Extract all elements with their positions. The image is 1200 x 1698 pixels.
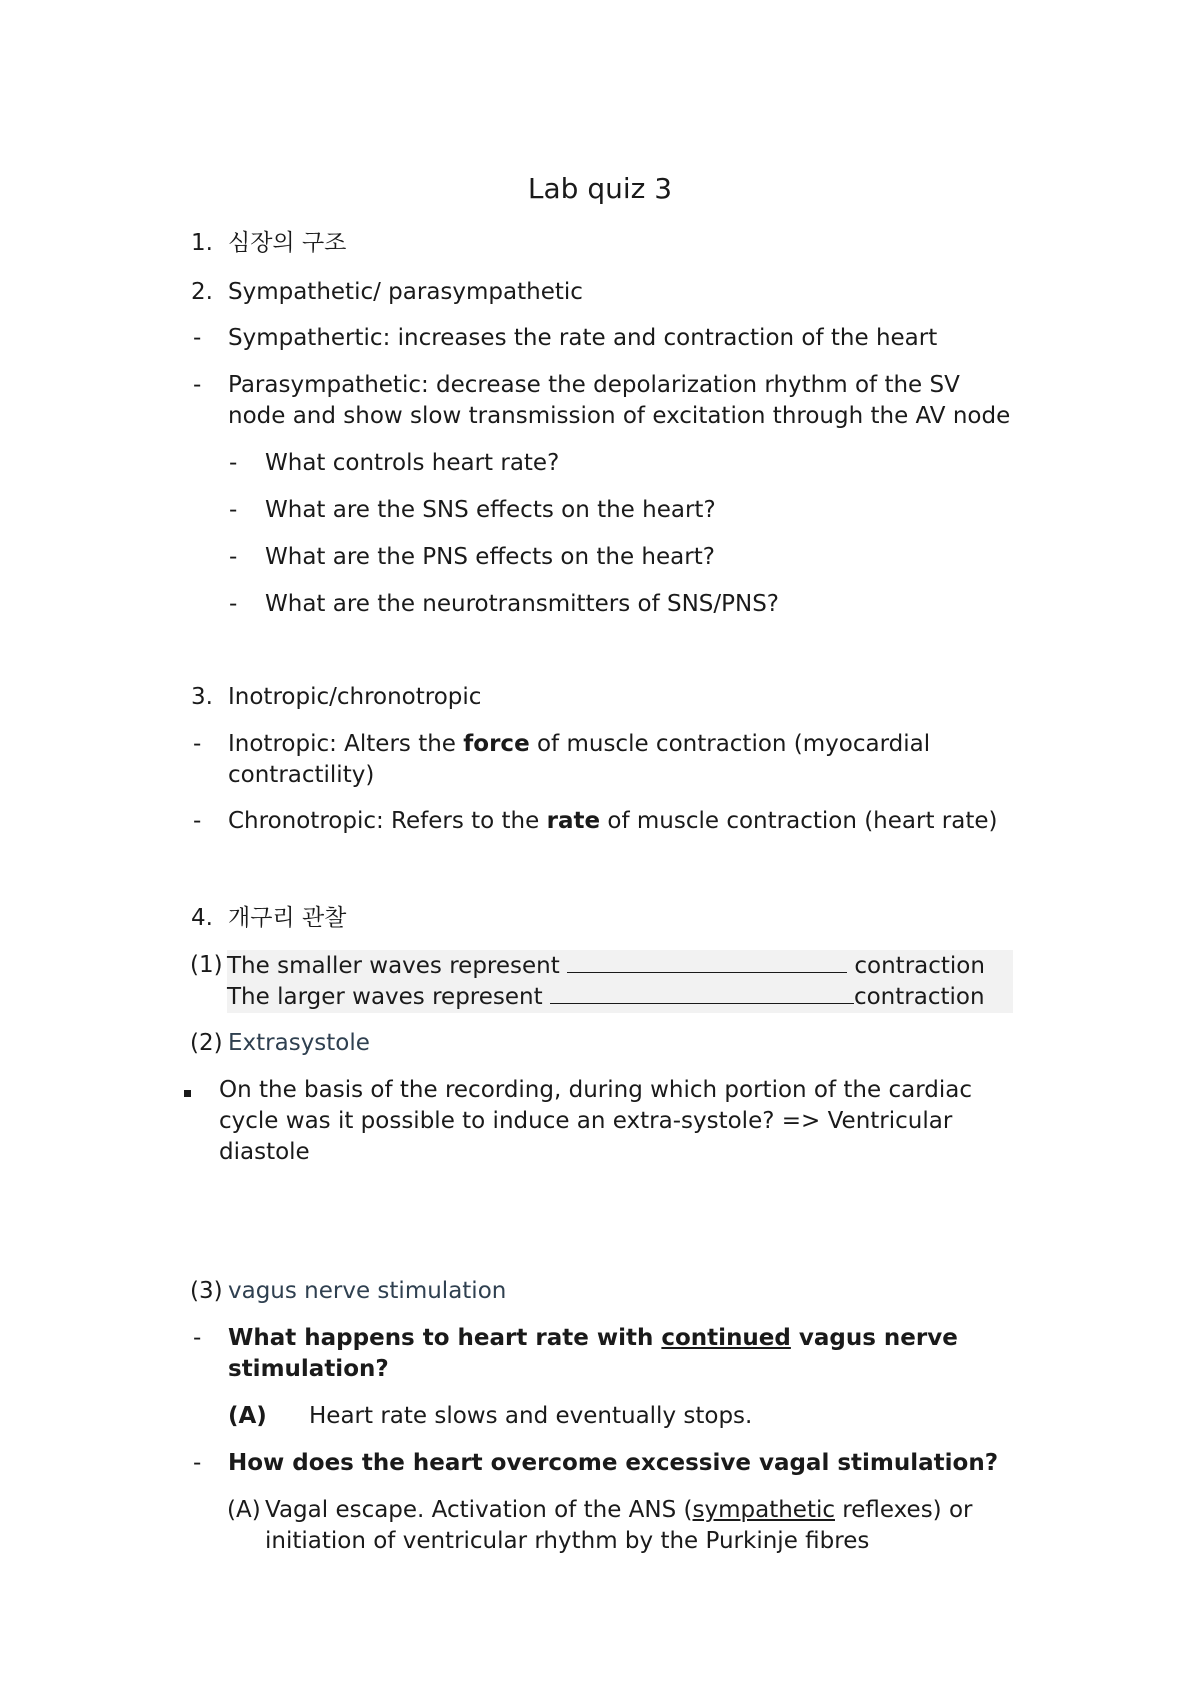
dash-bullet: - [193,1325,202,1351]
dash-bullet: - [229,450,238,476]
parasympathetic-bullet-line-2: node and show slow transmission of excitation through the AV node [228,403,1011,429]
question-pns-effects: What are the PNS effects on the heart? [265,544,715,570]
section-4-heading: 개구리 관찰 [228,905,347,931]
vagus-heading: vagus nerve stimulation [228,1278,507,1304]
answer-1-text: Heart rate slows and eventually stops. [309,1403,753,1429]
dash-bullet: - [229,591,238,617]
parasympathetic-bullet-line-1: Parasympathetic: decrease the depolarization rhythm of the SV [228,372,960,398]
part-1-number: (1) [190,952,223,978]
inotropic-bullet-line-2: contractility) [228,762,375,788]
answer-2-label: (A) [227,1497,261,1523]
section-1-number: 1. [191,230,213,256]
extrasystole-answer-line-1: On the basis of the recording, during which portion of the cardiac [219,1077,972,1103]
answer-2-line-1: Vagal escape. Activation of the ANS (sympathetic reflexes) or [265,1497,973,1523]
extrasystole-answer-line-3: diastole [219,1139,310,1165]
dash-bullet: - [229,497,238,523]
question-neurotransmitters: What are the neurotransmitters of SNS/PNS? [265,591,780,617]
dash-bullet: - [229,544,238,570]
part-3-number: (3) [190,1278,223,1304]
larger-waves-blank[interactable] [550,981,854,1004]
section-2-heading: Sympathetic/ parasympathetic [228,279,583,305]
answer-2-line-2: initiation of ventricular rhythm by the Purkinje fibres [265,1528,870,1554]
question-heart-rate: What controls heart rate? [265,450,560,476]
smaller-waves-line: The smaller waves represent contraction [227,950,1013,982]
question-sns-effects: What are the SNS effects on the heart? [265,497,716,523]
section-3-heading: Inotropic/chronotropic [228,684,482,710]
square-bullet-icon [184,1075,191,1106]
dash-bullet: - [193,325,202,351]
smaller-waves-blank[interactable] [567,950,847,973]
chronotropic-bullet: Chronotropic: Refers to the rate of muscle contraction (heart rate) [228,808,998,834]
dash-bullet: - [193,372,202,398]
dash-bullet: - [193,731,202,757]
larger-waves-line: The larger waves represent contraction [227,981,1013,1013]
page-title: Lab quiz 3 [527,172,673,205]
vagus-question-1-line-1: What happens to heart rate with continued vagus nerve [228,1325,958,1351]
section-2-number: 2. [191,279,213,305]
vagus-question-1-line-2: stimulation? [228,1356,389,1382]
vagus-question-2: How does the heart overcome excessive vagal stimulation? [228,1450,999,1476]
section-1-heading: 심장의 구조 [228,230,347,256]
extrasystole-answer-line-2: cycle was it possible to induce an extra-systole? => Ventricular [219,1108,953,1134]
part-2-number: (2) [190,1030,223,1056]
dash-bullet: - [193,808,202,834]
dash-bullet: - [193,1450,202,1476]
sympathetic-bullet: Sympathertic: increases the rate and contraction of the heart [228,325,938,351]
extrasystole-heading: Extrasystole [228,1030,370,1056]
answer-1-label: (A) [228,1403,267,1429]
section-3-number: 3. [191,684,213,710]
inotropic-bullet-line-1: Inotropic: Alters the force of muscle contraction (myocardial [228,731,931,757]
section-4-number: 4. [191,905,213,931]
